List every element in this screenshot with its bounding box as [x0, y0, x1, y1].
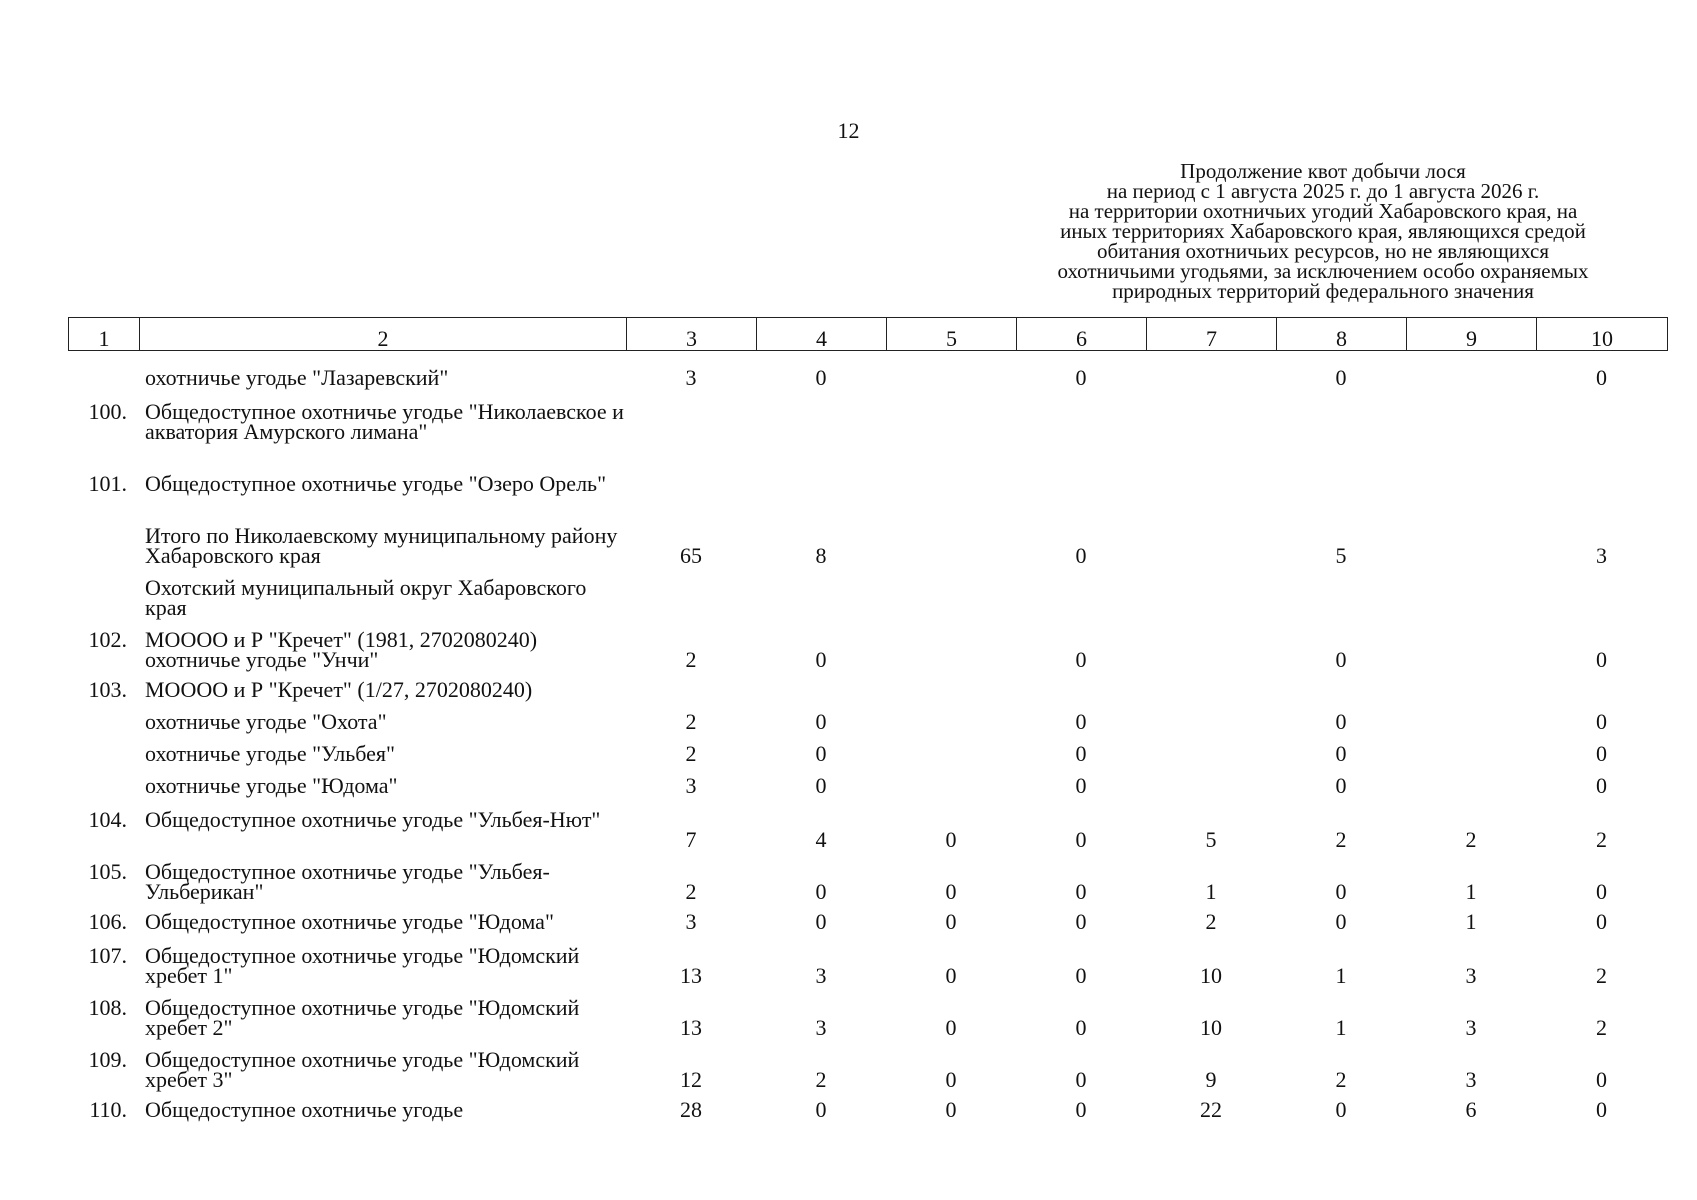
quota-value-col-3: 65	[680, 543, 702, 568]
column-number-cell: 9	[1407, 318, 1537, 351]
quota-value-col-7: 22	[1200, 1097, 1222, 1122]
quota-value-col-9: 3	[1465, 963, 1477, 988]
quota-value-col-8	[1276, 466, 1406, 518]
quota-value-col-7: 2	[1205, 909, 1217, 934]
row-number: 100.	[88, 399, 127, 424]
quota-value-col-9	[1406, 394, 1536, 466]
row-number: 108.	[88, 995, 127, 1020]
quota-value-col-9: 6	[1465, 1097, 1477, 1122]
table-row	[68, 770, 1667, 802]
quota-value-col-5	[886, 394, 1016, 466]
quota-value-col-3	[626, 466, 756, 518]
quota-value-col-3	[626, 674, 756, 706]
quota-value-col-10: 2	[1596, 827, 1607, 852]
quota-value-col-5	[886, 770, 1016, 802]
hunting-ground-name: охотничье угодье "Ульбея"	[145, 741, 396, 766]
quota-value-col-8: 0	[1335, 879, 1347, 904]
quota-value-col-7	[1146, 466, 1276, 518]
caption-line: Продолжение квот добычи лося	[1180, 159, 1466, 183]
table-row	[68, 906, 1667, 938]
quota-value-col-5	[886, 362, 1016, 394]
quota-value-col-6: 0	[1075, 909, 1087, 934]
quota-value-col-7: 10	[1200, 963, 1222, 988]
caption-line: на территории охотничьих угодий Хабаровского края, на	[1068, 199, 1578, 223]
page-number: 12	[837, 118, 860, 143]
quota-value-col-8: 1	[1335, 1015, 1347, 1040]
quota-value-col-4: 0	[815, 741, 827, 766]
row-number: 110.	[89, 1097, 127, 1122]
table-row	[68, 518, 1667, 570]
quota-value-col-10: 0	[1596, 879, 1607, 904]
quota-value-col-3: 3	[685, 909, 697, 934]
quota-value-col-4: 0	[815, 365, 827, 390]
table-row	[68, 1094, 1667, 1126]
quota-value-col-4: 8	[815, 543, 827, 568]
quota-value-col-3	[626, 570, 756, 622]
quota-value-col-4: 0	[815, 647, 827, 672]
quota-value-col-8: 0	[1335, 709, 1347, 734]
quota-value-col-4	[756, 570, 886, 622]
quota-value-col-6	[1016, 466, 1146, 518]
quota-value-col-9	[1406, 706, 1536, 738]
quota-value-col-7	[1146, 362, 1276, 394]
quota-value-col-7	[1146, 622, 1276, 674]
table-row	[68, 854, 1667, 906]
quota-value-col-10: 0	[1596, 647, 1607, 672]
quota-value-col-5	[886, 518, 1016, 570]
quota-value-col-7	[1146, 570, 1276, 622]
hunting-ground-name: МОООО и Р "Кречет" (1981, 2702080240) охотничье угодье "Унчи"	[145, 627, 538, 672]
quota-value-col-7	[1146, 394, 1276, 466]
quota-value-col-7: 9	[1205, 1067, 1217, 1092]
column-number-header	[68, 317, 1668, 351]
quota-value-col-9	[1406, 738, 1536, 770]
quota-value-col-4: 2	[815, 1067, 827, 1092]
quota-value-col-7	[1146, 518, 1276, 570]
quota-value-col-5: 0	[945, 827, 957, 852]
row-number: 107.	[88, 943, 127, 968]
quota-value-col-8	[1276, 674, 1406, 706]
quota-value-col-3: 2	[685, 709, 697, 734]
row-number	[68, 518, 139, 570]
table-row	[68, 570, 1667, 622]
row-number: 109.	[88, 1047, 127, 1072]
quota-value-col-10: 0	[1596, 741, 1607, 766]
quota-value-col-10	[1536, 466, 1667, 518]
row-number: 104.	[88, 807, 127, 832]
table-row	[68, 802, 1667, 854]
quota-value-col-4: 4	[815, 827, 827, 852]
quota-value-col-9: 1	[1465, 879, 1477, 904]
hunting-ground-name: охотничье угодье "Лазаревский"	[145, 365, 449, 390]
row-number: 101.	[88, 471, 127, 496]
quota-value-col-6: 0	[1075, 827, 1087, 852]
table-row	[68, 1042, 1667, 1094]
quota-value-col-5: 0	[945, 1067, 957, 1092]
quota-value-col-7: 1	[1205, 879, 1217, 904]
hunting-ground-name: Общедоступное охотничье угодье "Юдома"	[145, 909, 554, 934]
quota-table	[68, 362, 1667, 1126]
quota-value-col-8: 0	[1335, 773, 1347, 798]
quota-value-col-6	[1016, 394, 1146, 466]
quota-value-col-3: 2	[685, 647, 697, 672]
row-number: 106.	[88, 909, 127, 934]
column-number-cell: 7	[1147, 318, 1277, 351]
quota-value-col-7	[1146, 706, 1276, 738]
quota-value-col-8: 0	[1335, 647, 1347, 672]
table-row	[68, 394, 1667, 466]
row-number	[68, 770, 139, 802]
quota-value-col-7: 5	[1205, 827, 1217, 852]
quota-value-col-3: 12	[680, 1067, 702, 1092]
column-number-cell: 8	[1277, 318, 1407, 351]
column-number-cell: 5	[887, 318, 1017, 351]
quota-value-col-6: 0	[1075, 365, 1087, 390]
quota-value-col-6: 0	[1075, 1015, 1087, 1040]
column-number-cell: 2	[140, 318, 627, 351]
hunting-ground-name: МОООО и Р "Кречет" (1/27, 2702080240)	[145, 677, 533, 702]
hunting-ground-name: Общедоступное охотничье угодье "Юдомский хребет 3"	[145, 1047, 580, 1092]
quota-value-col-10: 0	[1596, 709, 1607, 734]
quota-value-col-6	[1016, 570, 1146, 622]
hunting-ground-name: Общедоступное охотничье угодье "Николаевское и акватория Амурского лимана"	[145, 399, 624, 444]
quota-value-col-6: 0	[1075, 1097, 1087, 1122]
quota-value-col-9	[1406, 466, 1536, 518]
quota-value-col-4: 0	[815, 879, 827, 904]
quota-value-col-5: 0	[945, 1097, 957, 1122]
quota-value-col-5	[886, 466, 1016, 518]
table-row	[68, 990, 1667, 1042]
table-caption	[1018, 161, 1628, 301]
hunting-ground-name: Общедоступное охотничье угодье	[145, 1097, 464, 1122]
quota-value-col-4: 0	[815, 1097, 827, 1122]
quota-value-col-10: 0	[1596, 773, 1607, 798]
quota-value-col-10: 2	[1596, 1015, 1607, 1040]
quota-value-col-3: 13	[680, 963, 702, 988]
table-row	[68, 938, 1667, 990]
quota-value-col-6: 0	[1075, 963, 1087, 988]
row-number	[68, 706, 139, 738]
table-row	[68, 706, 1667, 738]
quota-value-col-10	[1536, 674, 1667, 706]
quota-value-col-6	[1016, 674, 1146, 706]
quota-value-col-8: 0	[1335, 1097, 1347, 1122]
hunting-ground-name: охотничье угодье "Юдома"	[145, 773, 398, 798]
quota-value-col-4: 0	[815, 709, 827, 734]
quota-value-col-9: 2	[1465, 827, 1477, 852]
hunting-ground-name: Общедоступное охотничье угодье "Юдомский хребет 1"	[145, 943, 580, 988]
quota-value-col-8: 0	[1335, 741, 1347, 766]
hunting-ground-name: Итого по Николаевскому муниципальному району Хабаровского края	[145, 523, 618, 568]
row-number	[68, 570, 139, 622]
quota-value-col-8: 5	[1335, 543, 1347, 568]
quota-value-col-10: 0	[1596, 1067, 1607, 1092]
quota-value-col-3: 7	[685, 827, 697, 852]
quota-value-col-3: 2	[685, 879, 697, 904]
quota-value-col-9	[1406, 622, 1536, 674]
quota-value-col-5	[886, 622, 1016, 674]
quota-value-col-9: 1	[1465, 909, 1477, 934]
quota-value-col-3: 3	[685, 365, 697, 390]
caption-line: природных территорий федерального значения	[1112, 279, 1534, 303]
row-number: 103.	[88, 677, 127, 702]
row-number	[68, 362, 139, 394]
quota-value-col-10	[1536, 570, 1667, 622]
quota-value-col-5: 0	[945, 909, 957, 934]
quota-value-col-4	[756, 394, 886, 466]
quota-value-col-6: 0	[1075, 543, 1087, 568]
quota-value-col-3: 28	[680, 1097, 702, 1122]
quota-value-col-9	[1406, 518, 1536, 570]
hunting-ground-name: Общедоступное охотничье угодье "Юдомский хребет 2"	[145, 995, 580, 1040]
quota-value-col-5	[886, 706, 1016, 738]
quota-value-col-4: 0	[815, 909, 827, 934]
column-number-cell: 6	[1017, 318, 1147, 351]
quota-value-col-10: 0	[1596, 909, 1607, 934]
quota-value-col-9: 3	[1465, 1015, 1477, 1040]
quota-value-col-8: 0	[1335, 909, 1347, 934]
row-number: 102.	[88, 627, 127, 652]
quota-value-col-10: 0	[1596, 1097, 1607, 1122]
quota-value-col-8	[1276, 394, 1406, 466]
quota-value-col-9	[1406, 770, 1536, 802]
quota-value-col-6: 0	[1075, 879, 1087, 904]
quota-value-col-9	[1406, 674, 1536, 706]
caption-line: обитания охотничьих ресурсов, но не являющихся	[1096, 239, 1550, 263]
table-row	[68, 466, 1667, 518]
quota-value-col-7: 10	[1200, 1015, 1222, 1040]
quota-value-col-6: 0	[1075, 773, 1087, 798]
row-number: 105.	[88, 859, 127, 884]
hunting-ground-name: Охотский муниципальный округ Хабаровского края	[145, 575, 587, 620]
caption-line: охотничьими угодьями, за исключением особо охраняемых	[1057, 259, 1589, 283]
column-number-cell: 1	[69, 318, 140, 351]
quota-value-col-4: 3	[815, 963, 827, 988]
quota-value-col-4	[756, 674, 886, 706]
quota-value-col-7	[1146, 674, 1276, 706]
quota-value-col-9: 3	[1465, 1067, 1477, 1092]
quota-value-col-5: 0	[945, 1015, 957, 1040]
table-row	[68, 362, 1667, 394]
quota-value-col-5	[886, 570, 1016, 622]
quota-value-col-5	[886, 674, 1016, 706]
quota-value-col-5: 0	[945, 879, 957, 904]
quota-value-col-10: 2	[1596, 963, 1607, 988]
column-number-cell: 3	[627, 318, 757, 351]
hunting-ground-name: Общедоступное охотничье угодье "Озеро Орель"	[145, 471, 607, 496]
quota-value-col-5: 0	[945, 963, 957, 988]
quota-value-col-3: 13	[680, 1015, 702, 1040]
quota-value-col-8	[1276, 570, 1406, 622]
quota-value-col-8: 1	[1335, 963, 1347, 988]
table-row	[68, 674, 1667, 706]
column-number-cell: 4	[757, 318, 887, 351]
quota-value-col-3	[626, 394, 756, 466]
quota-value-col-6: 0	[1075, 709, 1087, 734]
quota-value-col-9	[1406, 570, 1536, 622]
quota-value-col-4: 3	[815, 1015, 827, 1040]
table-row	[68, 738, 1667, 770]
quota-value-col-8: 2	[1335, 827, 1347, 852]
quota-value-col-7	[1146, 770, 1276, 802]
table-row	[68, 622, 1667, 674]
caption-line: иных территориях Хабаровского края, являющихся средой	[1060, 219, 1586, 243]
hunting-ground-name: охотничье угодье "Охота"	[145, 709, 387, 734]
quota-value-col-6: 0	[1075, 741, 1087, 766]
quota-value-col-9	[1406, 362, 1536, 394]
caption-line: на период с 1 августа 2025 г. до 1 августа 2026 г.	[1106, 179, 1540, 203]
quota-value-col-10: 0	[1596, 365, 1607, 390]
row-number	[68, 738, 139, 770]
quota-value-col-6: 0	[1075, 1067, 1087, 1092]
quota-value-col-3: 2	[685, 741, 697, 766]
quota-value-col-4: 0	[815, 773, 827, 798]
hunting-ground-name: Общедоступное охотничье угодье "Ульбея-Ульберикан"	[145, 859, 550, 904]
hunting-ground-name: Общедоступное охотничье угодье "Ульбея-Нют"	[145, 807, 601, 832]
quota-value-col-6: 0	[1075, 647, 1087, 672]
quota-value-col-3: 3	[685, 773, 697, 798]
quota-value-col-10: 3	[1596, 543, 1607, 568]
quota-value-col-5	[886, 738, 1016, 770]
quota-value-col-4	[756, 466, 886, 518]
quota-value-col-8: 0	[1335, 365, 1347, 390]
quota-value-col-8: 2	[1335, 1067, 1347, 1092]
quota-value-col-7	[1146, 738, 1276, 770]
quota-value-col-10	[1536, 394, 1667, 466]
column-number-cell: 10	[1537, 318, 1668, 351]
